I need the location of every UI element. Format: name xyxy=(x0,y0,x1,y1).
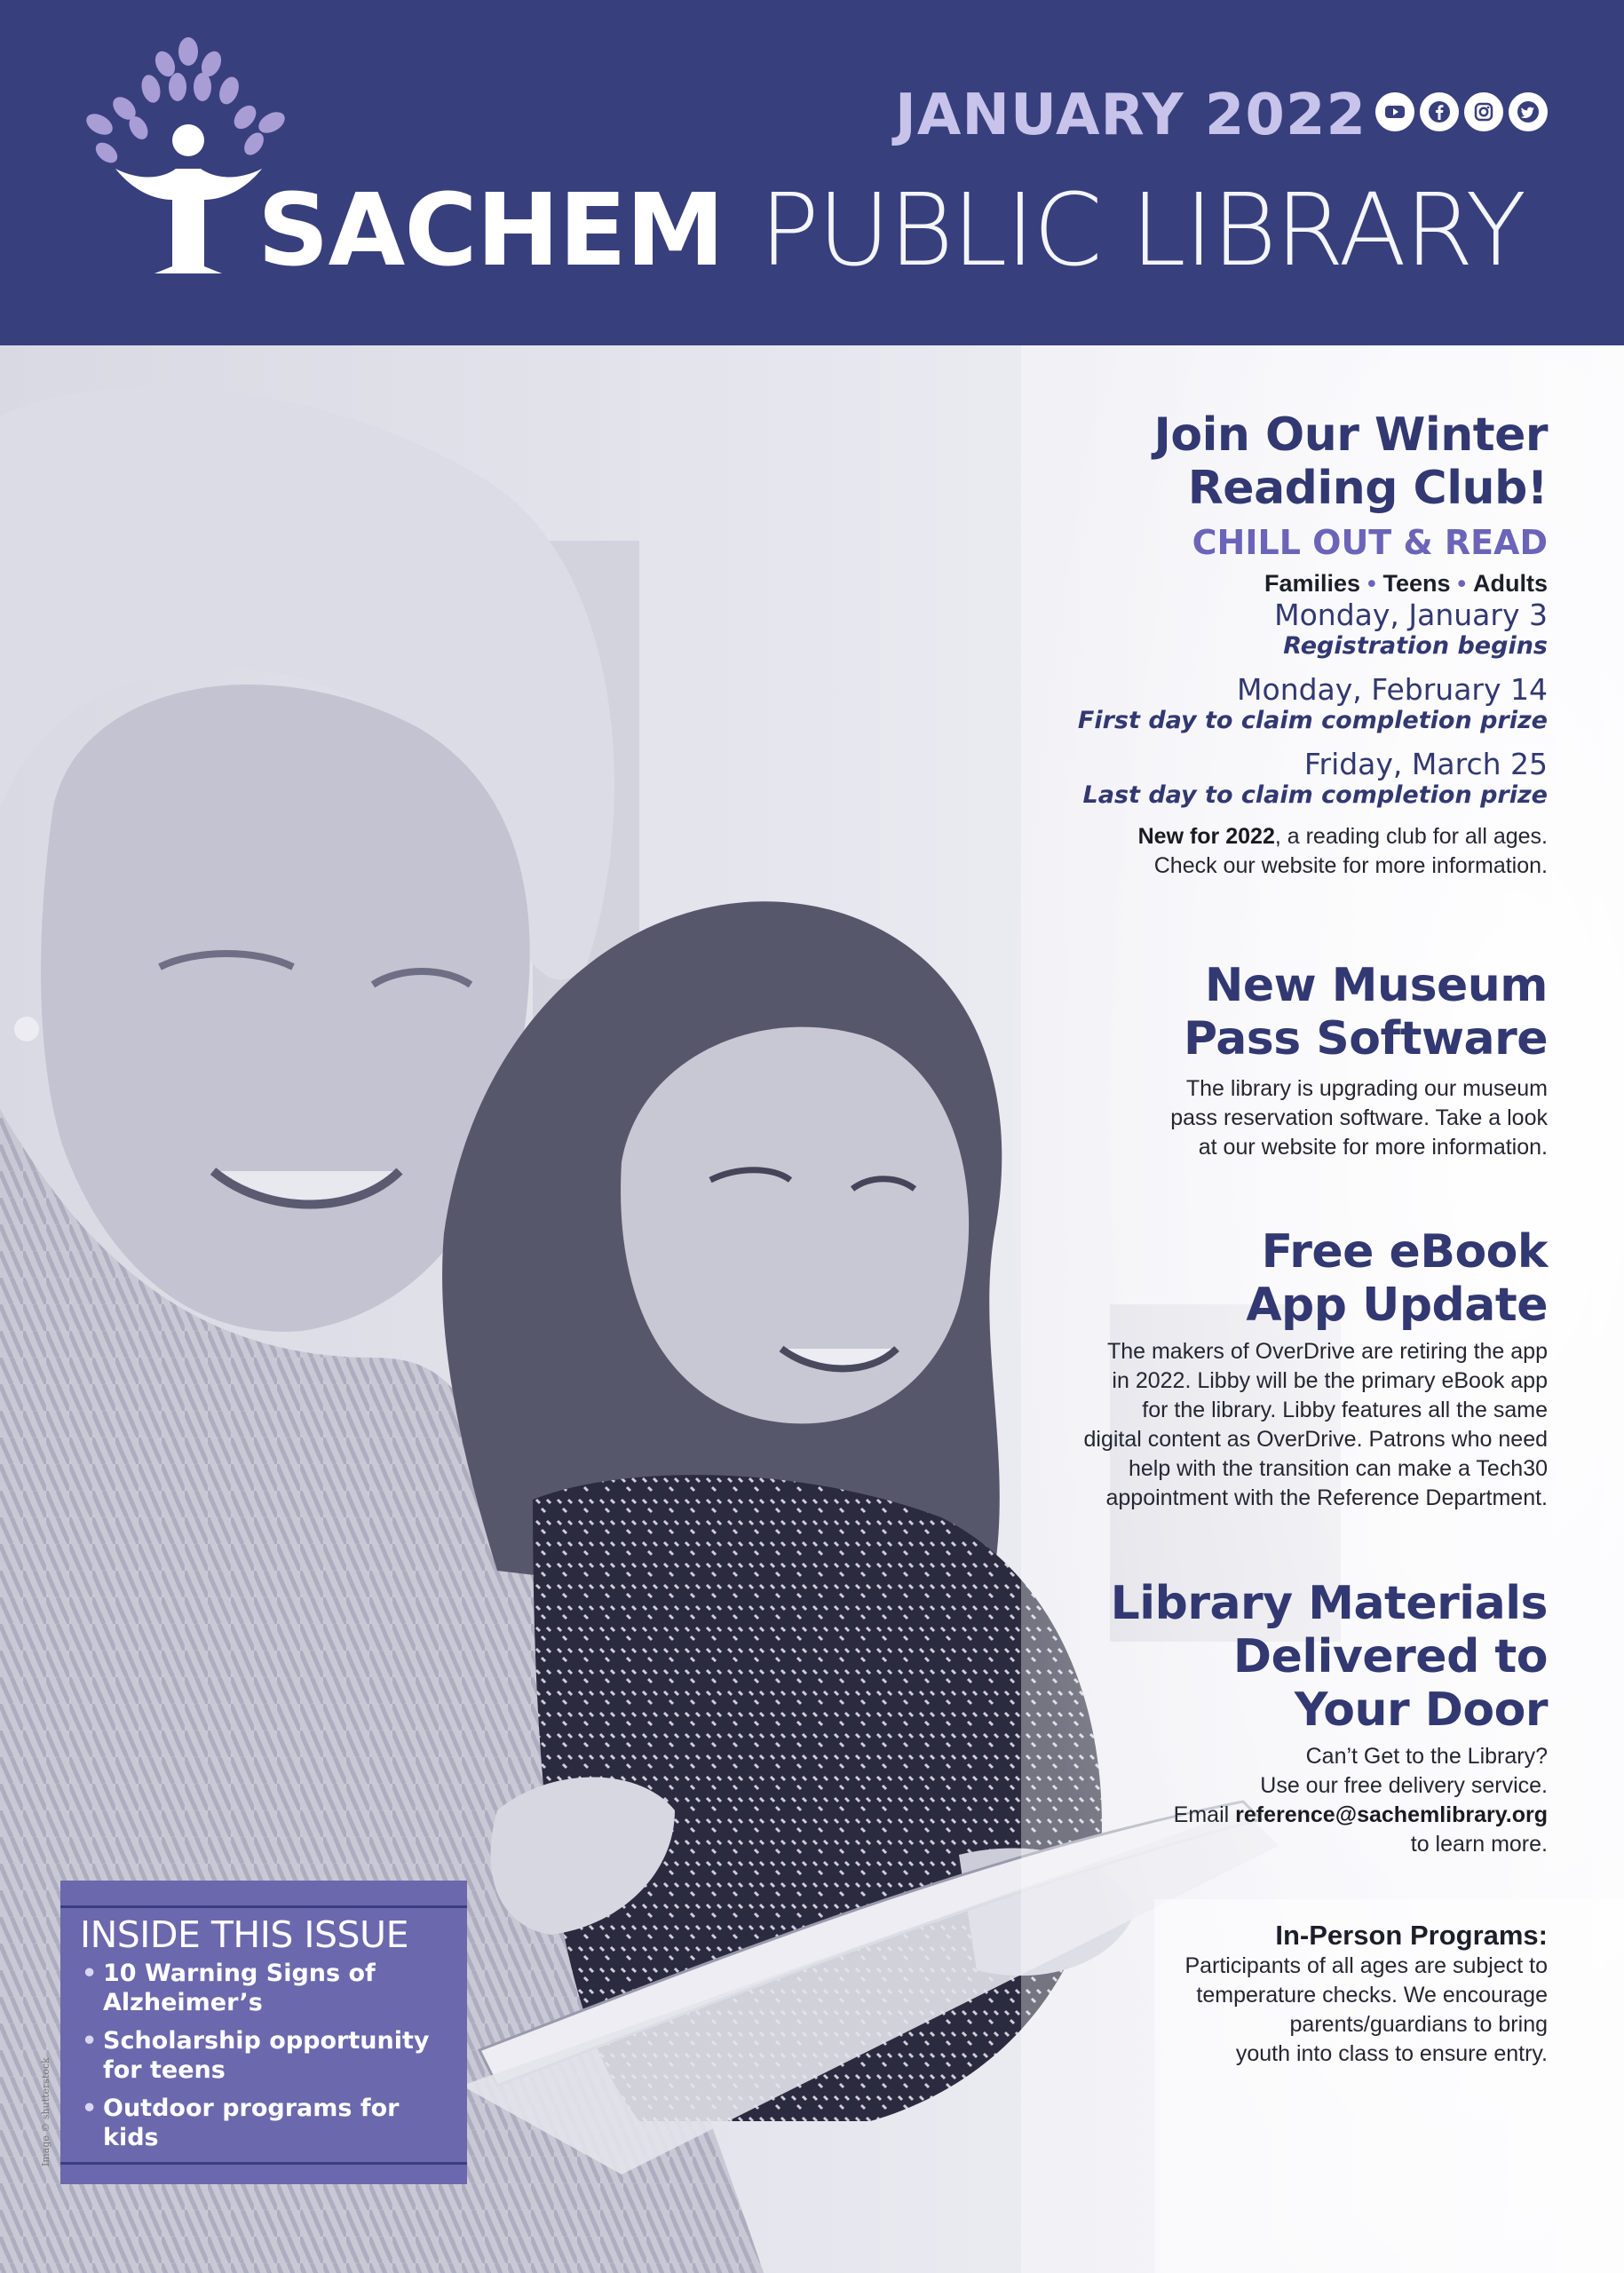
club-date-note: First day to claim completion prize xyxy=(1077,707,1548,734)
inside-item-line: • 10 Warning Signs of xyxy=(103,1960,376,1987)
winter-reading-club xyxy=(979,408,1548,881)
club-date: Monday, January 3 xyxy=(1274,598,1548,632)
ebook-body-line: in 2022. Libby will be the primary eBook app xyxy=(1112,1368,1548,1393)
ebook-section xyxy=(908,1225,1548,1513)
inside-title: INSIDE THIS ISSUE xyxy=(80,1913,408,1956)
club-new-line2: Check our website for more information. xyxy=(1153,853,1548,878)
inside-list xyxy=(80,1959,446,2152)
delivery-title-line1: Library Materials xyxy=(1110,1577,1548,1630)
ebook-body-line: help with the transition can make a Tech30 xyxy=(1128,1456,1548,1481)
museum-title-line1: New Museum xyxy=(1204,959,1548,1012)
delivery-title-line3: Your Door xyxy=(1294,1683,1548,1737)
delivery-email-line xyxy=(979,1801,1548,1830)
delivery-section xyxy=(979,1577,1548,1859)
library-name-light: PUBLIC LIBRARY xyxy=(759,173,1525,289)
delivery-line2: Use our free delivery service. xyxy=(1260,1773,1548,1798)
museum-body-line: at our website for more information. xyxy=(1198,1135,1548,1160)
inside-item-line: • Scholarship opportunity xyxy=(103,2027,430,2055)
audience-teens: Teens xyxy=(1382,570,1451,597)
winter-club-subtitle: CHILL OUT & READ xyxy=(1192,523,1548,562)
delivery-email-link[interactable]: reference@sachemlibrary.org xyxy=(1235,1802,1548,1827)
audience-adults: Adults xyxy=(1473,570,1548,597)
inside-item-line: • Outdoor programs for kids xyxy=(103,2095,400,2151)
youtube-icon[interactable] xyxy=(1375,92,1414,131)
club-new-bold: New for 2022 xyxy=(1137,824,1275,849)
social-links xyxy=(1375,92,1548,131)
museum-title-line2: Pass Software xyxy=(1183,1012,1548,1065)
museum-body-line: The library is upgrading our museum xyxy=(1185,1076,1548,1101)
ebook-body-line: digital content as OverDrive. Patrons who need xyxy=(1083,1427,1548,1452)
inside-this-issue-box xyxy=(60,1881,467,2184)
winter-club-title-line2: Reading Club! xyxy=(1187,462,1548,515)
club-date: Friday, March 25 xyxy=(1303,747,1548,781)
ebook-title-line1: Free eBook xyxy=(1261,1225,1548,1279)
facebook-icon[interactable] xyxy=(1420,92,1459,131)
inside-item[interactable] xyxy=(80,2094,446,2152)
club-date: Monday, February 14 xyxy=(1237,672,1548,707)
club-new-info xyxy=(979,822,1548,851)
in-person-section xyxy=(979,1920,1548,2069)
instagram-icon[interactable] xyxy=(1464,92,1503,131)
in-person-body-line: temperature checks. We encourage xyxy=(1196,1983,1548,2008)
dot-separator-icon: • xyxy=(1367,570,1376,597)
museum-pass-section xyxy=(979,959,1548,1162)
ebook-body-line: appointment with the Reference Department. xyxy=(1105,1485,1548,1510)
masthead xyxy=(0,0,1624,345)
delivery-line4: to learn more. xyxy=(1410,1832,1548,1857)
club-new-rest: , a reading club for all ages. xyxy=(1274,824,1548,849)
dot-separator-icon: • xyxy=(1457,570,1466,597)
audience-families: Families xyxy=(1264,570,1361,597)
ebook-body-line: The makers of OverDrive are retiring the app xyxy=(1106,1339,1548,1364)
inside-item-line: Alzheimer’s xyxy=(103,1989,263,2016)
photo-credit: Image © shutterstock xyxy=(40,2057,51,2166)
audience-line xyxy=(979,568,1548,598)
in-person-body-line: Participants of all ages are subject to xyxy=(1184,1953,1548,1978)
in-person-body-line: parents/guardians to bring xyxy=(1289,2012,1548,2037)
issue-date: JANUARY 2022 xyxy=(895,83,1367,148)
inside-item-line: for teens xyxy=(103,2056,226,2084)
twitter-icon[interactable] xyxy=(1509,92,1548,131)
delivery-line1: Can’t Get to the Library? xyxy=(1305,1744,1548,1769)
club-date-note: Last day to claim completion prize xyxy=(1082,781,1548,809)
in-person-body-line: youth into class to ensure entry. xyxy=(1235,2041,1548,2066)
ebook-body-line: for the library. Libby features all the same xyxy=(1142,1398,1548,1422)
ebook-title-line2: App Update xyxy=(1246,1279,1548,1332)
inside-item[interactable] xyxy=(80,1959,446,2017)
delivery-email-prefix: Email xyxy=(1173,1802,1236,1827)
museum-body-line: pass reservation software. Take a look xyxy=(1170,1105,1548,1130)
library-name xyxy=(257,173,1525,289)
in-person-title: In-Person Programs: xyxy=(1275,1920,1548,1951)
library-name-bold: SACHEM xyxy=(257,173,725,289)
winter-club-title-line1: Join Our Winter xyxy=(1153,408,1548,462)
inside-item[interactable] xyxy=(80,2026,446,2085)
club-date-note: Registration begins xyxy=(1283,632,1548,660)
delivery-title-line2: Delivered to xyxy=(1232,1630,1548,1683)
